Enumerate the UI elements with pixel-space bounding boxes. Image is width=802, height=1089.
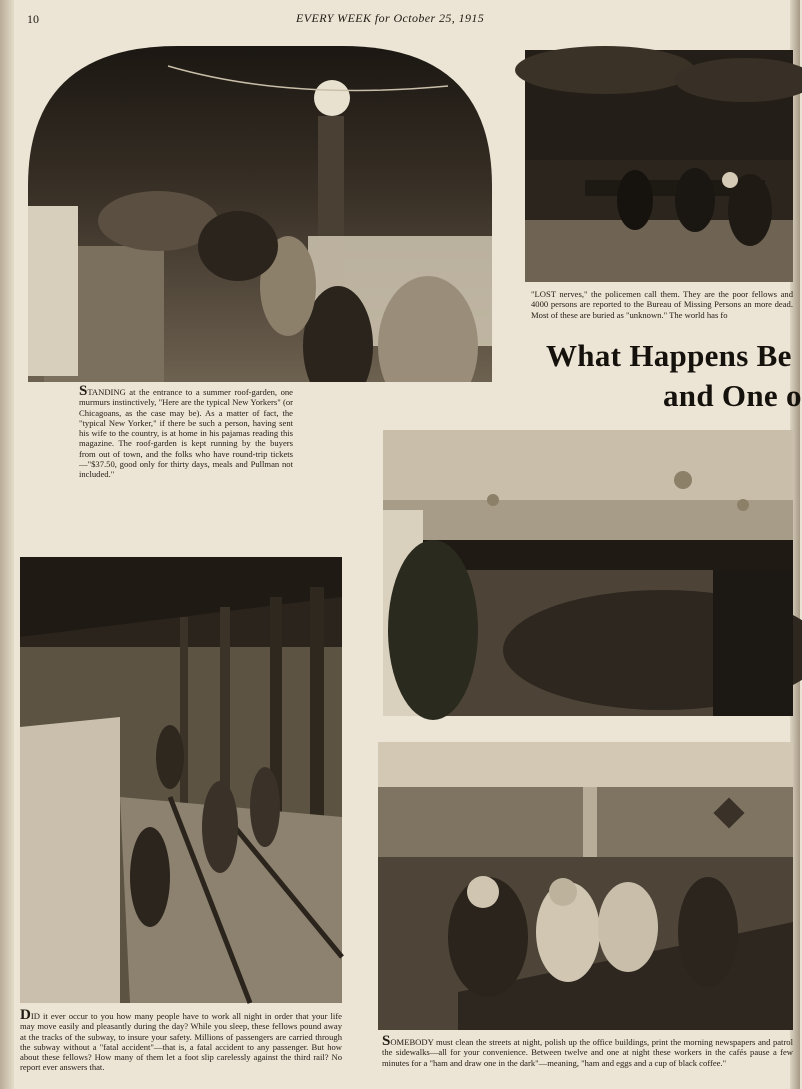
headline-line-2: and One o [663, 378, 802, 413]
roof-garden-text: TANDING at the entrance to a summer roof-garden, one murmurs instinctively, "Here are the typical New Yorkers" (or Chicagoans, as the case may be). As a matter of fact, the "typical New Yorker," if there be such a person, having sent his wife to the country, is at home in his pajamas reading this magazine. The roof-garden is kept running by the buyers from out of town, and the folks who have round-trip tickets—"$37.50, good only for thirty days, meals and Pullman not included." [79, 387, 293, 480]
subway-workers-photo [20, 557, 342, 1003]
subway-caption [20, 1007, 342, 1073]
night-workers-text: OMEBODY must clean the streets at night, polish up the office buildings, print the morning newspapers and patrol the sidewalks—all for your convenience. Between twelve and one at night these workers in the cafés pause a few minutes for a "ham and draw one in the dark"—meaning, "ham and eggs and a cup of black coffee." [382, 1037, 793, 1068]
lost-nerves-text: "LOST nerves," the policemen call them. They are the poor fellows and 4000 persons are reported to the Bureau of Missing Persons an more dead. Most of these are buried as "unknown." The world has fo [531, 289, 793, 320]
park-bench-photo [525, 50, 793, 282]
subway-text: ID it ever occur to you how many people have to work all night in order that your life may move easily and pleasantly during the day? While you sleep, these fellows pound away at the tracks of the subway, to insure your safety. Millions of passengers are carried through the subway without a "fatal accident"—that is, a fatal accident to any passenger. But how about these fellows? How many of them let a foot slip carelessly against the third rail? No report ever answers that. [20, 1011, 342, 1073]
ballroom-photo [383, 430, 793, 716]
roof-garden-dropcap: S [79, 383, 88, 399]
lost-nerves-caption [531, 289, 793, 323]
night-workers-caption [382, 1033, 793, 1072]
running-head: EVERY WEEK for October 25, 1915 [296, 11, 485, 25]
roof-garden-caption [79, 383, 293, 480]
binding-gutter [0, 0, 14, 1089]
page-number: 10 [27, 12, 39, 26]
headline-line-1: What Happens Be [546, 338, 792, 373]
subway-dropcap: D [20, 1007, 31, 1023]
roof-garden-photo [28, 46, 492, 382]
cafe-workers-photo [378, 742, 793, 1030]
night-workers-dropcap: S [382, 1033, 391, 1049]
